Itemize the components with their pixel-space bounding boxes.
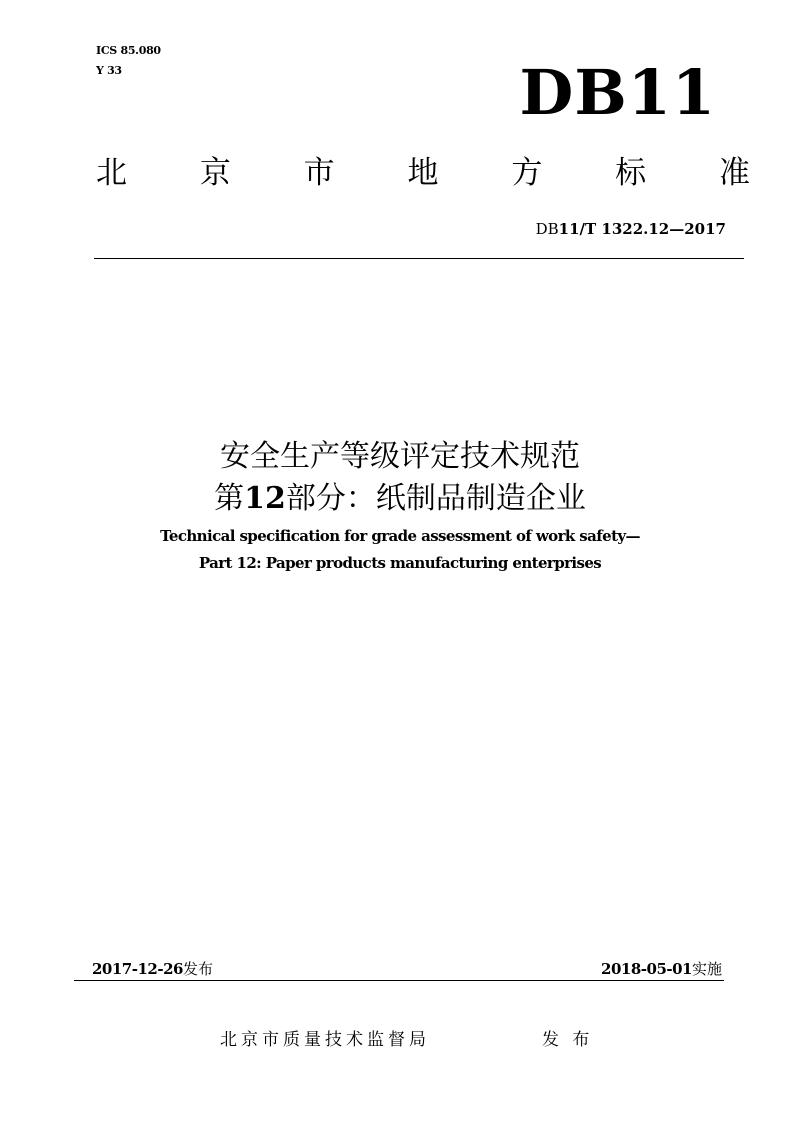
ccs-number: Y 33 [96, 64, 122, 77]
standard-type [96, 155, 750, 191]
title-part-suffix: 部分：纸制品制造企业 [285, 481, 586, 516]
title-part-number: 12 [244, 481, 286, 516]
implement-date [601, 962, 722, 977]
issue-label: 发布 [182, 960, 213, 978]
publisher-name: 北京市质量技术监督局 [220, 1030, 430, 1050]
standard-type-char: 北 [96, 155, 127, 191]
ics-number: ICS 85.080 [96, 44, 161, 57]
title-part-prefix: 第 [214, 481, 245, 516]
title-cn-line2 [0, 481, 800, 516]
standard-logo: DB11 [519, 56, 716, 129]
standard-code-number: 11/T 1322.12—2017 [558, 220, 726, 238]
standard-code [536, 220, 726, 238]
header-divider [94, 258, 744, 259]
standard-type-char: 地 [407, 155, 439, 191]
standard-type-char: 京 [199, 155, 231, 191]
standard-type-char: 标 [615, 155, 647, 191]
standard-type-char: 方 [511, 155, 543, 191]
footer-divider [74, 980, 724, 981]
title-cn-line1: 安全生产等级评定技术规范 [220, 439, 580, 474]
standard-type-char: 准 [718, 155, 750, 191]
publish-label: 发 布 [542, 1030, 594, 1050]
standard-type-char: 市 [303, 155, 335, 191]
implement-label: 实施 [691, 960, 722, 978]
issue-date-value: 2017-12-26 [92, 960, 183, 978]
title-en-line2: Part 12: Paper products manufacturing enterprises [198, 554, 602, 572]
issue-date [92, 962, 213, 977]
title-en-line1: Technical specification for grade assessment of work safety— [160, 527, 640, 545]
standard-code-prefix: DB [535, 220, 559, 238]
implement-date-value: 2018-05-01 [601, 960, 692, 978]
